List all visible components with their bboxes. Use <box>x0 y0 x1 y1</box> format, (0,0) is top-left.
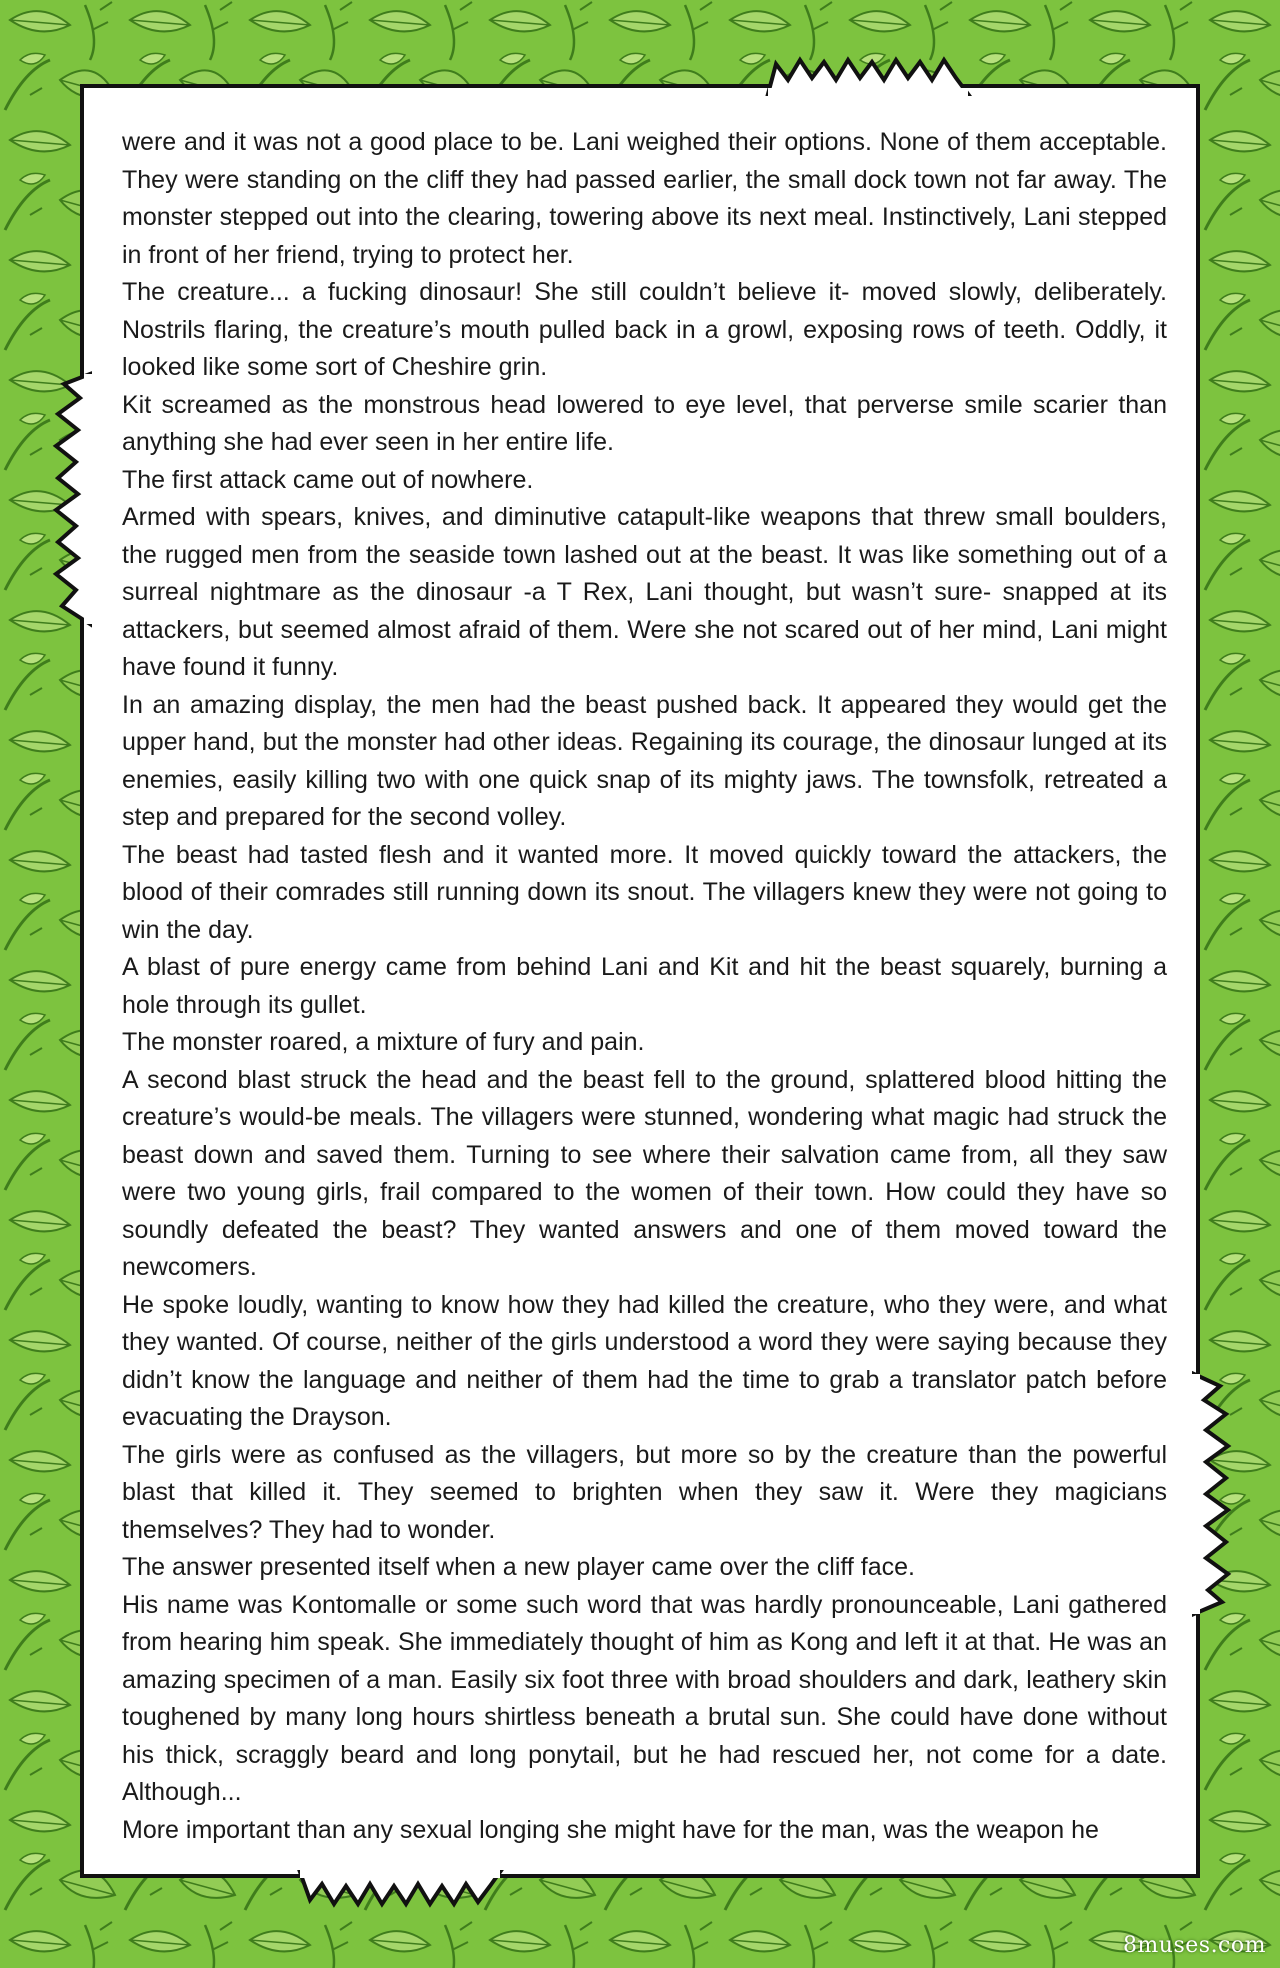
story-paragraph: Kit screamed as the monstrous head lowered to eye level, that perverse smile scarier than anything she had ever seen in her entire life. <box>122 390 1167 456</box>
story-paragraph: The first attack came out of nowhere. <box>122 465 534 494</box>
jagged-edge-left <box>52 374 90 624</box>
story-paragraph: More important than any sexual longing she might have for the man, was the weapon he <box>122 1815 1099 1844</box>
site-watermark: 8muses.com <box>1122 1933 1266 1958</box>
story-paragraph: A blast of pure energy came from behind Lani and Kit and hit the beast squarely, burning a hole through its gullet. <box>122 953 1167 1019</box>
story-paragraph: He spoke loudly, wanting to know how they had killed the creature, who they were, and what they wanted. Of course, neither of the girls understood a word they were saying because they didn’t know the language and neither of them had the time to grab a translator patch before evacuating the Drayson. <box>122 1290 1167 1431</box>
story-paragraph: were and it was not a good place to be. Lani weighed their options. None of them acceptable. They were standing on the cliff they had passed earlier, the small dock town not far away. The monster stepped out into the clearing, towering above its next meal. Instinctively, Lani stepped in front of her friend, trying to protect her. <box>122 128 1167 269</box>
text-panel <box>80 84 1200 1878</box>
story-paragraph: His name was Kontomalle or some such word that was hardly pronounceable, Lani gathered from hearing him speak. She immediately thought of him as Kong and left it at that. He was an amazing specimen of a man. Easily six foot three with broad shoulders and dark, leathery skin toughened by many long hours shirtless beneath a brutal sun. She could have done without his thick, scraggly beard and long ponytail, but he had rescued her, not come for a date. Although... <box>122 1590 1167 1806</box>
jagged-edge-top <box>768 58 968 94</box>
story-paragraph: The creature... a fucking dinosaur! She still couldn’t believe it- moved slowly, deliberately. Nostrils flaring, the creature’s mouth pulled back in a growl, exposing rows of teeth. Oddly, it looked like some sort of Cheshire grin. <box>122 278 1167 381</box>
story-paragraph: Armed with spears, knives, and diminutive catapult-like weapons that threw small boulders, the rugged men from the seaside town lashed out at the beast. It was like something out of a surreal nightmare as the dinosaur -a T Rex, Lani thought, but wasn’t sure- snapped at its attackers, but seemed almost afraid of them. Were she not scared out of her mind, Lani might have found it funny. <box>122 503 1167 681</box>
story-paragraph: The beast had tasted flesh and it wanted more. It moved quickly toward the attackers, the blood of their comrades still running down its snout. The villagers knew they were not going to win the day. <box>122 840 1167 944</box>
story-paragraph: A second blast struck the head and the beast fell to the ground, splattered blood hitting the creature’s would-be meals. The villagers were stunned, wondering what magic had struck the beast down and saved them. Turning to see where their salvation came from, all they saw were two young girls, frail compared to the women of their town. How could they have so soundly defeated the beast? They wanted answers and one of them moved toward the newcomers. <box>122 1065 1167 1281</box>
story-paragraph: The girls were as confused as the villagers, but more so by the creature than the powerful blast that killed it. They seemed to brighten when they saw it. Were they magicians themselves? They had to wonder. <box>122 1440 1167 1544</box>
story-paragraph: The answer presented itself when a new player came over the cliff face. <box>122 1553 916 1581</box>
jagged-edge-right <box>1194 1374 1234 1614</box>
story-paragraph: In an amazing display, the men had the beast pushed back. It appeared they would get the upper hand, but the monster had other ideas. Regaining its courage, the dinosaur lunged at its enemies, easily killing two with one quick snap of its mighty jaws. The townsfolk, retreated a step and prepared for the second volley. <box>122 690 1167 831</box>
story-text <box>122 124 1167 1849</box>
story-paragraph: The monster roared, a mixture of fury and pain. <box>122 1028 645 1056</box>
jagged-edge-bottom <box>300 1872 500 1908</box>
